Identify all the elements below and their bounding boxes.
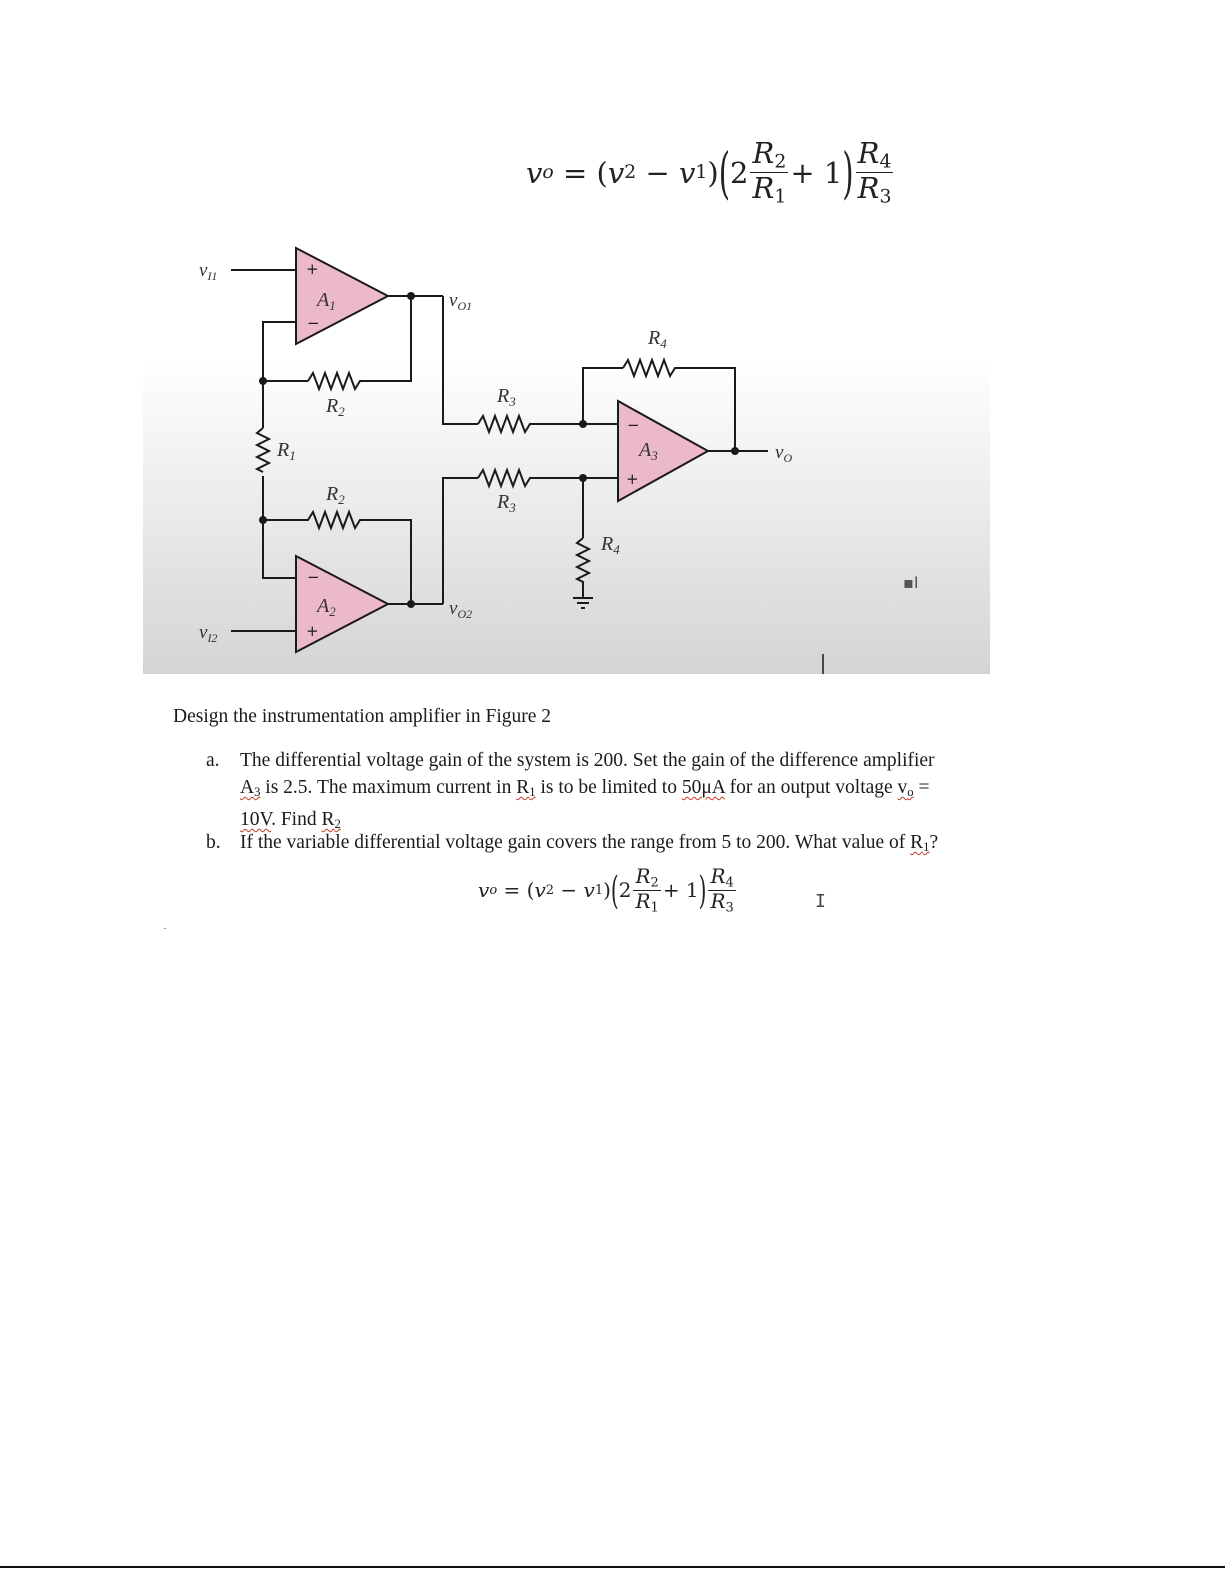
problem-intro: Design the instrumentation amplifier in Figure 2: [173, 706, 552, 727]
label-r3-top: $R_3$: [497, 385, 516, 409]
label-r2-top: $R_2$: [326, 395, 345, 419]
item-b-marker: b.: [206, 832, 221, 853]
node-r1-bottom: [259, 516, 267, 524]
item-a-text: [240, 747, 1040, 838]
item-b-text: If the variable differential voltage gain covers the range from 5 to 200. What value of $R_1$?: [240, 832, 939, 855]
node-r1-top: [259, 377, 267, 385]
node-a1-out: [407, 292, 415, 300]
gain-formula-top: v o = ( v 2 − v 1 ) ( 2 $\frac{R_2}{R_1}$ + 1 ) $\frac{R_4}{R_3}$: [526, 136, 892, 209]
label-vo1: $v_{O1}$: [449, 290, 473, 313]
text-cursor-icon: I: [815, 891, 826, 912]
node-a3-inv: [579, 420, 587, 428]
a1-minus-sign: −: [307, 314, 320, 332]
a2-minus-sign: −: [307, 568, 320, 586]
a2-plus-sign: +: [306, 622, 319, 640]
label-vo2: $v_{O2}$: [449, 598, 473, 621]
label-vo: $v_O$: [775, 442, 793, 465]
a3-plus-sign: +: [626, 470, 639, 488]
label-r4-bottom: $R_4$: [601, 533, 620, 557]
item-a-line-3: 10V. Find $R_2$: [240, 809, 341, 832]
label-r3-bottom: $R_3$: [497, 491, 516, 515]
label-a3: $A_3$: [639, 439, 658, 463]
a1-plus-sign: +: [306, 260, 319, 278]
item-a-marker: a.: [206, 750, 220, 771]
item-a-line-1: The differential voltage gain of the system is 200. Set the gain of the difference amplifier: [240, 750, 935, 771]
label-r1: $R_1$: [277, 439, 296, 463]
node-a3-noninv: [579, 474, 587, 482]
node-a2-out: [407, 600, 415, 608]
gain-formula-bottom: v o = ( v 2 − v 1 ) ( 2 $\frac{R_2}{R_1}$ + 1 ) $\frac{R_4}{R_3}$: [478, 864, 734, 916]
instrumentation-amplifier-figure: [143, 238, 990, 674]
label-a1: $A_1$: [317, 289, 336, 313]
node-a3-out: [731, 447, 739, 455]
page-bottom-rule: [0, 1566, 1225, 1568]
label-vi2: $v_{I2}$: [199, 622, 218, 645]
figure-cursor-glyph: ▪I: [903, 573, 919, 592]
figure-background: [143, 238, 990, 674]
item-a-line-2: $A_3$ is 2.5. The maximum current in $R_1$ is to be limited to 50μA for an output voltage $v_o$ =: [240, 777, 930, 800]
label-vi1: $v_{I1}$: [199, 260, 218, 283]
page-speck: [164, 928, 166, 929]
label-r2-bottom: $R_2$: [326, 483, 345, 507]
a3-minus-sign: −: [627, 416, 640, 434]
label-r4-top: $R_4$: [648, 327, 667, 351]
label-a2: $A_2$: [317, 595, 336, 619]
